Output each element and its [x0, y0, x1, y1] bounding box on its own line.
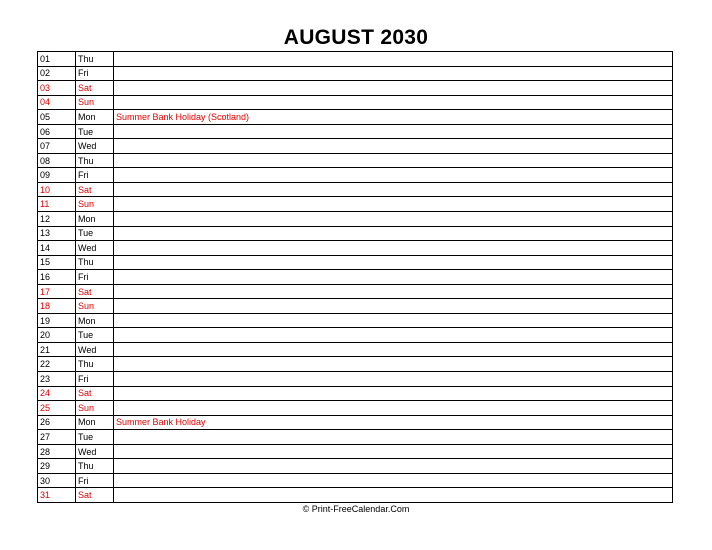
day-note [114, 430, 673, 445]
day-note [114, 401, 673, 416]
day-number: 15 [38, 255, 76, 270]
table-row [38, 226, 673, 241]
table-row [38, 270, 673, 285]
day-note [114, 124, 673, 139]
weekday-name: Thu [76, 255, 114, 270]
weekday-name: Tue [76, 328, 114, 343]
weekday-name: Sun [76, 401, 114, 416]
day-number: 23 [38, 372, 76, 387]
table-row [38, 430, 673, 445]
day-number: 22 [38, 357, 76, 372]
calendar-body [38, 52, 673, 503]
weekday-name: Tue [76, 226, 114, 241]
day-note [114, 81, 673, 96]
table-row [38, 255, 673, 270]
day-number: 30 [38, 473, 76, 488]
day-note [114, 372, 673, 387]
table-row [38, 415, 673, 430]
weekday-name: Wed [76, 342, 114, 357]
table-row [38, 386, 673, 401]
weekday-name: Fri [76, 66, 114, 81]
day-note [114, 488, 673, 503]
weekday-name: Fri [76, 168, 114, 183]
weekday-name: Wed [76, 444, 114, 459]
day-note [114, 473, 673, 488]
table-row [38, 444, 673, 459]
table-row [38, 182, 673, 197]
table-row [38, 81, 673, 96]
weekday-name: Sat [76, 182, 114, 197]
day-number: 05 [38, 110, 76, 125]
table-row [38, 372, 673, 387]
day-note [114, 284, 673, 299]
day-note [114, 444, 673, 459]
day-note: Summer Bank Holiday [114, 415, 673, 430]
day-note [114, 313, 673, 328]
day-number: 21 [38, 342, 76, 357]
table-row [38, 139, 673, 154]
day-note [114, 95, 673, 110]
table-row [38, 284, 673, 299]
day-note [114, 386, 673, 401]
day-number: 24 [38, 386, 76, 401]
table-row [38, 153, 673, 168]
day-note: Summer Bank Holiday (Scotland) [114, 110, 673, 125]
table-row [38, 95, 673, 110]
table-row [38, 124, 673, 139]
day-note [114, 212, 673, 227]
weekday-name: Sat [76, 488, 114, 503]
day-note [114, 459, 673, 474]
weekday-name: Sat [76, 386, 114, 401]
day-note [114, 168, 673, 183]
weekday-name: Wed [76, 139, 114, 154]
day-note [114, 197, 673, 212]
weekday-name: Sun [76, 95, 114, 110]
day-number: 25 [38, 401, 76, 416]
day-number: 26 [38, 415, 76, 430]
day-note [114, 357, 673, 372]
day-number: 27 [38, 430, 76, 445]
weekday-name: Thu [76, 52, 114, 67]
table-row [38, 299, 673, 314]
weekday-name: Sun [76, 299, 114, 314]
day-note [114, 66, 673, 81]
day-number: 09 [38, 168, 76, 183]
day-number: 06 [38, 124, 76, 139]
table-row [38, 168, 673, 183]
table-row [38, 328, 673, 343]
day-number: 08 [38, 153, 76, 168]
weekday-name: Wed [76, 241, 114, 256]
table-row [38, 212, 673, 227]
day-number: 04 [38, 95, 76, 110]
footer-copyright: © Print-FreeCalendar.Com [302, 504, 410, 514]
table-row [38, 473, 673, 488]
weekday-name: Mon [76, 212, 114, 227]
calendar-table [37, 51, 673, 503]
table-row [38, 66, 673, 81]
day-number: 03 [38, 81, 76, 96]
day-number: 02 [38, 66, 76, 81]
day-number: 19 [38, 313, 76, 328]
day-number: 13 [38, 226, 76, 241]
weekday-name: Fri [76, 372, 114, 387]
day-number: 29 [38, 459, 76, 474]
day-note [114, 270, 673, 285]
day-number: 17 [38, 284, 76, 299]
weekday-name: Thu [76, 459, 114, 474]
day-number: 12 [38, 212, 76, 227]
table-row [38, 357, 673, 372]
weekday-name: Mon [76, 313, 114, 328]
day-note [114, 153, 673, 168]
day-note [114, 226, 673, 241]
day-number: 20 [38, 328, 76, 343]
weekday-name: Mon [76, 110, 114, 125]
day-number: 31 [38, 488, 76, 503]
day-number: 07 [38, 139, 76, 154]
day-number: 28 [38, 444, 76, 459]
table-row [38, 313, 673, 328]
table-row [38, 401, 673, 416]
weekday-name: Sat [76, 81, 114, 96]
day-note [114, 182, 673, 197]
table-row [38, 488, 673, 503]
weekday-name: Tue [76, 430, 114, 445]
day-note [114, 241, 673, 256]
day-note [114, 342, 673, 357]
table-row [38, 110, 673, 125]
day-number: 10 [38, 182, 76, 197]
table-row [38, 52, 673, 67]
table-row [38, 197, 673, 212]
weekday-name: Fri [76, 270, 114, 285]
day-note [114, 299, 673, 314]
table-row [38, 459, 673, 474]
day-number: 16 [38, 270, 76, 285]
table-row [38, 241, 673, 256]
day-note [114, 255, 673, 270]
day-number: 01 [38, 52, 76, 67]
day-number: 11 [38, 197, 76, 212]
day-number: 18 [38, 299, 76, 314]
weekday-name: Sun [76, 197, 114, 212]
weekday-name: Fri [76, 473, 114, 488]
day-note [114, 52, 673, 67]
weekday-name: Sat [76, 284, 114, 299]
day-note [114, 328, 673, 343]
day-note [114, 139, 673, 154]
table-row [38, 342, 673, 357]
page-title: AUGUST 2030 [283, 26, 429, 49]
weekday-name: Tue [76, 124, 114, 139]
weekday-name: Thu [76, 357, 114, 372]
day-number: 14 [38, 241, 76, 256]
weekday-name: Thu [76, 153, 114, 168]
weekday-name: Mon [76, 415, 114, 430]
